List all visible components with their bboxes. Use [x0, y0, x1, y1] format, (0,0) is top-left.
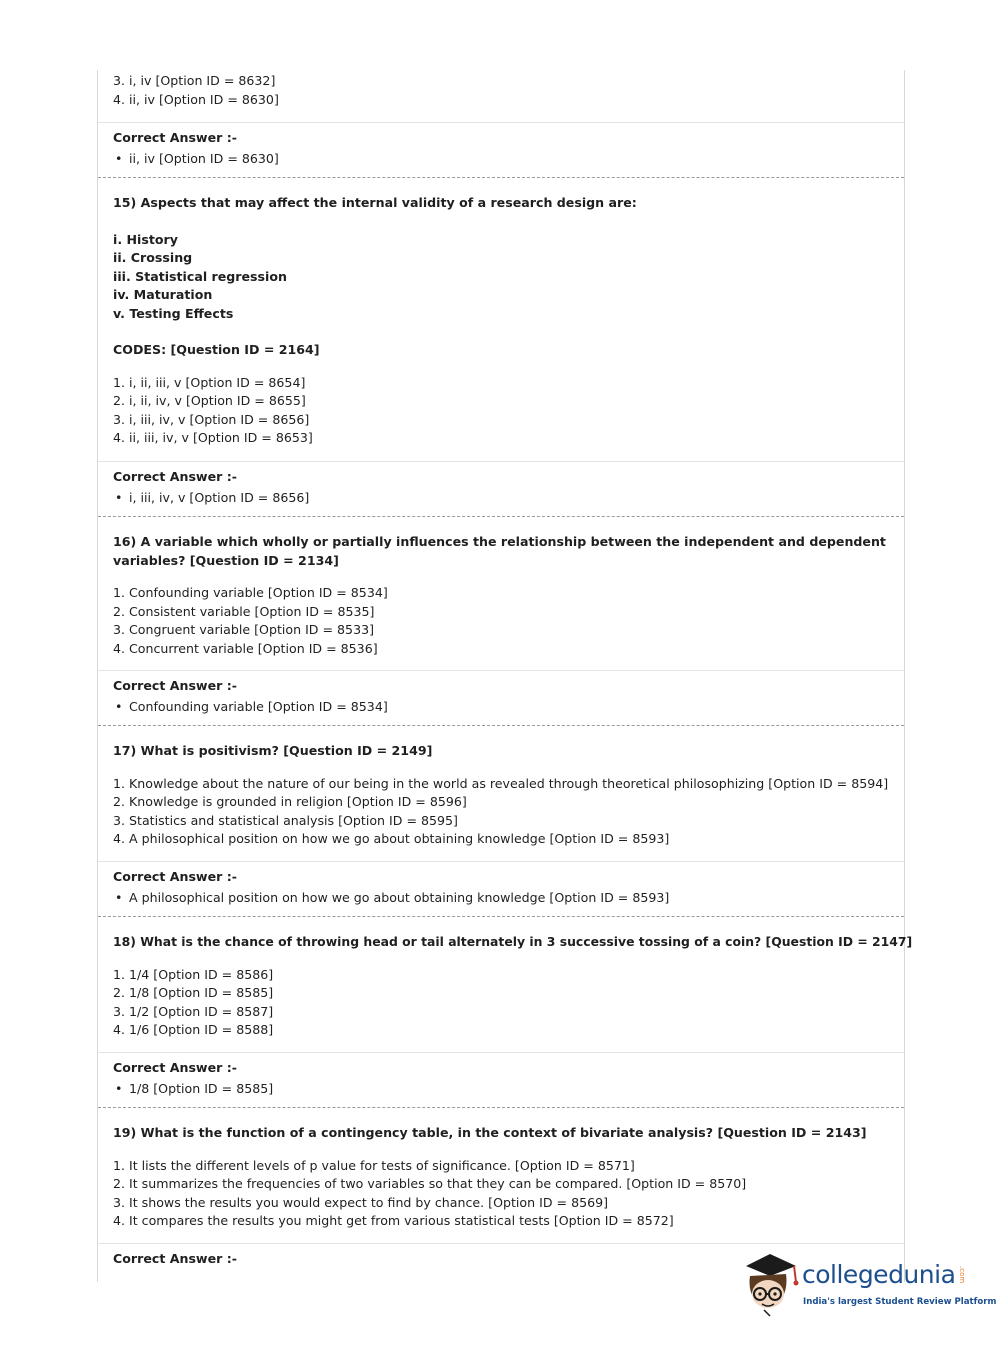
answer-text: 1/8 [Option ID = 8585] [129, 1081, 274, 1096]
option-item: 2. It summarizes the frequencies of two variables so that they can be compared. [Option ID = 8570] [113, 1176, 747, 1191]
option-item: 3. Congruent variable [Option ID = 8533] [113, 622, 375, 637]
document-page [97, 70, 913, 1282]
option-item: 1. Confounding variable [Option ID = 8534] [113, 585, 388, 600]
option-item: 3. Statistics and statistical analysis [Option ID = 8595] [113, 812, 458, 828]
option-item: 3. i, iv [Option ID = 8632] [113, 73, 276, 88]
statement-item: iii. Statistical regression [113, 268, 287, 284]
divider [98, 1243, 904, 1244]
prev-question-options [98, 72, 904, 109]
statement-item: iv. Maturation [113, 287, 213, 302]
option-item: 1. Knowledge about the nature of our being in the world as revealed through theoretical philosophizing [Option ID = 8594] [113, 775, 889, 791]
question-title: 16) A variable which wholly or partially influences the relationship between the independent and dependent [113, 534, 886, 549]
option-item: 4. It compares the results you might get from various statistical tests [Option ID = 8572] [113, 1213, 674, 1228]
option-item: 3. 1/2 [Option ID = 8587] [113, 1003, 274, 1019]
question-title: 15) Aspects that may affect the internal validity of a research design are: [113, 195, 637, 210]
divider [98, 861, 904, 862]
logo-suffix: .com [958, 1266, 966, 1284]
question-title-continued: variables? [Question ID = 2134] [113, 552, 339, 568]
option-item: 4. ii, iv [Option ID = 8630] [113, 91, 279, 107]
question-title: 19) What is the function of a contingency table, in the context of bivariate analysis? [Question ID = 2143] [113, 1125, 867, 1140]
answer-text: ii, iv [Option ID = 8630] [129, 151, 279, 166]
question-separator [98, 916, 904, 917]
question-title: 18) What is the chance of throwing head or tail alternately in 3 successive tossing of a coin? [Question ID = 2147] [113, 934, 913, 949]
question-separator [98, 1107, 904, 1108]
option-item: 1. i, ii, iii, v [Option ID = 8654] [113, 374, 306, 390]
option-item: 4. Concurrent variable [Option ID = 8536] [113, 640, 378, 656]
question-separator [98, 725, 904, 726]
question-title: 17) What is positivism? [Question ID = 2149] [113, 743, 433, 758]
question-17 [98, 742, 904, 849]
option-item: 2. 1/8 [Option ID = 8585] [113, 985, 274, 1000]
question-19 [98, 1124, 904, 1231]
question-separator [98, 516, 904, 517]
student-mascot-icon [742, 1250, 800, 1320]
correct-answer-heading: Correct Answer :- [113, 469, 237, 484]
option-item: 4. 1/6 [Option ID = 8588] [113, 1022, 274, 1037]
correct-answer-heading: Correct Answer :- [113, 869, 237, 884]
option-item: 2. i, ii, iv, v [Option ID = 8655] [113, 393, 306, 408]
answer-text: A philosophical position on how we go about obtaining knowledge [Option ID = 8593] [129, 890, 670, 905]
question-separator [98, 177, 904, 178]
prev-answer-block [98, 129, 904, 168]
logo-tagline: India's largest Student Review Platform [803, 1297, 997, 1307]
option-item: 1. 1/4 [Option ID = 8586] [113, 966, 274, 982]
codes-label: CODES: [Question ID = 2164] [113, 342, 320, 357]
question-18 [98, 933, 913, 1040]
answer-block-15 [98, 468, 904, 507]
question-15 [98, 194, 904, 448]
question-16 [98, 533, 904, 658]
divider [98, 461, 904, 462]
option-item: 2. Consistent variable [Option ID = 8535] [113, 603, 375, 619]
divider [98, 122, 904, 123]
option-item: 4. A philosophical position on how we go about obtaining knowledge [Option ID = 8593] [113, 831, 670, 846]
answer-text: i, iii, iv, v [Option ID = 8656] [129, 490, 310, 505]
option-item: 4. ii, iii, iv, v [Option ID = 8653] [113, 430, 313, 445]
option-item: 1. It lists the different levels of p value for tests of significance. [Option ID = 8571] [113, 1157, 635, 1173]
collegedunia-logo [742, 1250, 997, 1320]
statement-item: i. History [113, 231, 178, 247]
correct-answer-heading: Correct Answer :- [113, 130, 237, 145]
correct-answer-heading: Correct Answer :- [113, 678, 237, 693]
correct-answer-value: • A philosophical position on how we go about obtaining knowledge [Option ID = 8593] [115, 890, 670, 905]
answer-block-16 [98, 677, 904, 716]
answer-block-18 [98, 1059, 904, 1098]
statement-item: ii. Crossing [113, 250, 193, 265]
correct-answer-value: • Confounding variable [Option ID = 8534] [115, 699, 388, 714]
answer-text: Confounding variable [Option ID = 8534] [129, 699, 388, 714]
answer-block-17 [98, 868, 904, 907]
correct-answer-heading: Correct Answer :- [113, 1251, 237, 1266]
correct-answer-heading: Correct Answer :- [113, 1060, 237, 1075]
option-item: 2. Knowledge is grounded in religion [Option ID = 8596] [113, 794, 467, 809]
correct-answer-value: • i, iii, iv, v [Option ID = 8656] [115, 490, 310, 505]
statement-item: v. Testing Effects [113, 305, 234, 321]
correct-answer-value: • 1/8 [Option ID = 8585] [115, 1081, 274, 1096]
correct-answer-value: • ii, iv [Option ID = 8630] [115, 151, 279, 166]
divider [98, 1052, 904, 1053]
divider [98, 670, 904, 671]
option-item: 3. i, iii, iv, v [Option ID = 8656] [113, 411, 310, 427]
logo-wordmark: collegedunia [802, 1260, 956, 1289]
option-item: 3. It shows the results you would expect to find by chance. [Option ID = 8569] [113, 1194, 609, 1210]
